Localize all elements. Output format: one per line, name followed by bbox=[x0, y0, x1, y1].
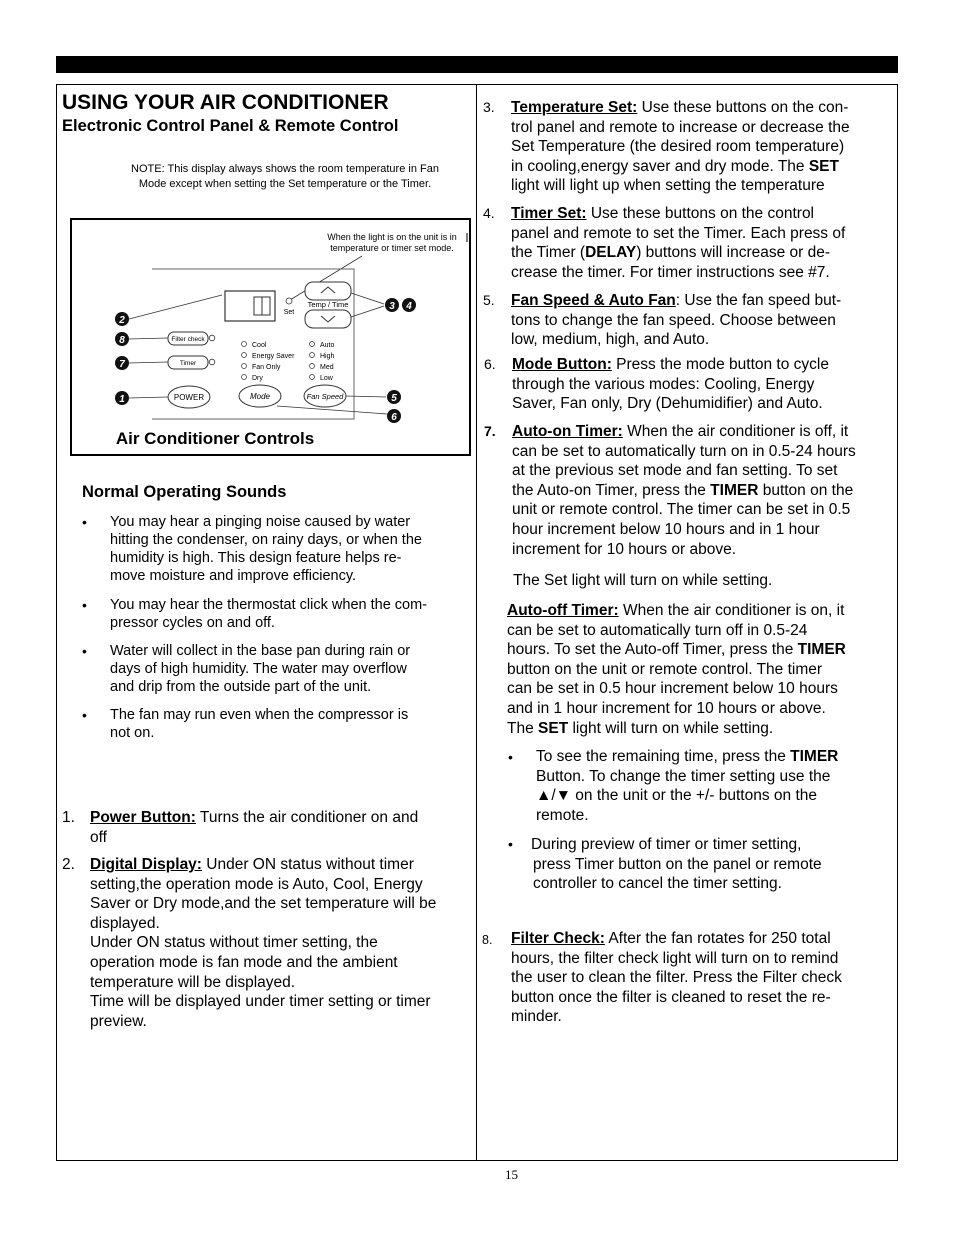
set-light-note: The Set light will turn on while setting. bbox=[513, 572, 773, 589]
leader-line bbox=[277, 406, 387, 414]
leader-line bbox=[129, 338, 168, 339]
text-line: You may hear a pinging noise caused by water bbox=[110, 514, 411, 530]
speed-light-icon bbox=[310, 364, 315, 369]
temp-down-button[interactable] bbox=[305, 310, 351, 328]
item-term: Auto-on Timer: bbox=[512, 423, 623, 440]
badge-text: 3 bbox=[389, 301, 395, 312]
text-fragment: Press the mode button to cycle bbox=[611, 356, 829, 373]
text-line: panel and remote to set the Timer. Each press of bbox=[511, 224, 846, 242]
speed-light-icon bbox=[310, 375, 315, 380]
badge-text: 6 bbox=[391, 412, 397, 423]
text-line bbox=[90, 808, 474, 828]
callout-text: When the light is on the unit is in bbox=[327, 232, 457, 242]
speed-label-auto: Auto bbox=[320, 342, 335, 349]
text-line: crease the timer. For timer instructions see #7. bbox=[511, 263, 830, 281]
text-line: controller to cancel the timer setting. bbox=[533, 875, 782, 893]
text-line: preview. bbox=[90, 1012, 147, 1030]
bullet-icon: • bbox=[508, 749, 513, 765]
text-line: setting,the operation mode is Auto, Cool, Energy bbox=[90, 875, 423, 893]
text-bold: SET bbox=[538, 719, 569, 737]
text-line: button on the unit or remote control. The timer bbox=[507, 660, 823, 678]
fan-speed-label: Fan Speed bbox=[306, 392, 344, 401]
text-line bbox=[512, 355, 896, 375]
text-line: You may hear the thermostat click when the com- bbox=[110, 597, 428, 613]
text-line: remote. bbox=[536, 806, 589, 824]
text-line bbox=[536, 747, 896, 767]
text-line: through the various modes: Cooling, Energy bbox=[512, 375, 815, 393]
text-line bbox=[90, 855, 476, 875]
sounds-title: Normal Operating Sounds bbox=[82, 483, 287, 501]
item-auto-on-timer bbox=[512, 422, 896, 559]
text-line: low, medium, high, and Auto. bbox=[511, 331, 710, 349]
text-line: the user to clean the filter. Press the Filter check bbox=[511, 969, 842, 987]
text-bold: TIMER bbox=[797, 641, 846, 659]
temp-time-label: Temp / Time bbox=[307, 300, 349, 309]
filter-light-icon bbox=[209, 335, 215, 341]
page-number: 15 bbox=[505, 1167, 518, 1182]
text-line: not on. bbox=[110, 725, 155, 741]
text-line: hitting the condenser, on rainy days, or when the bbox=[110, 532, 422, 548]
text-fragment: Use these buttons on the control bbox=[586, 205, 815, 222]
badge-text: 4 bbox=[406, 301, 412, 312]
badge-text: 7 bbox=[119, 359, 125, 370]
bullet-icon: • bbox=[82, 707, 87, 723]
mode-label: Mode bbox=[249, 392, 271, 401]
note-line: Mode except when setting the Set temperature or the Timer. bbox=[138, 178, 432, 190]
item-auto-off-timer bbox=[507, 601, 896, 738]
item-mode-button bbox=[512, 355, 896, 414]
leader-line bbox=[351, 293, 384, 304]
item-term: Filter Check: bbox=[511, 930, 605, 947]
text-fragment: the Auto-on Timer, press the bbox=[512, 481, 711, 499]
set-label: Set bbox=[283, 309, 295, 316]
item-term: Digital Display: bbox=[90, 856, 202, 873]
text-line: Saver, Fan only, Dry (Dehumidifier) and Auto. bbox=[512, 395, 823, 413]
badge-text: 5 bbox=[391, 393, 397, 404]
timer-bullet-remaining bbox=[536, 747, 896, 825]
sound-bullet-3 bbox=[110, 642, 410, 696]
bullet-icon: • bbox=[82, 514, 87, 530]
text-fragment: Under ON status without timer bbox=[201, 856, 414, 873]
text-line: light will light up when setting the temperature bbox=[511, 177, 825, 195]
item-number: 7. bbox=[484, 423, 496, 439]
text-line: can be set to automatically turn on in 0.5-24 hours bbox=[512, 442, 856, 460]
mode-light-icon bbox=[242, 375, 247, 380]
text-line: minder. bbox=[511, 1008, 562, 1026]
item-fan-speed bbox=[511, 291, 896, 350]
text-line: days of high humidity. The water may overflow bbox=[110, 661, 407, 677]
leader-line bbox=[129, 397, 168, 398]
sound-bullet-2 bbox=[110, 596, 427, 632]
speed-label-med: Med bbox=[320, 364, 334, 371]
text-bold: DELAY bbox=[585, 244, 637, 262]
item-term: Auto-off Timer: bbox=[507, 602, 619, 619]
item-timer-set bbox=[511, 204, 896, 282]
item-temperature-set bbox=[511, 98, 896, 196]
text-line: press Timer button on the panel or remote bbox=[533, 855, 822, 873]
text-line: button once the filter is cleaned to reset the re- bbox=[511, 988, 831, 1006]
text-fragment: in cooling,energy saver and dry mode. The bbox=[511, 157, 809, 175]
mode-label-fan-only: Fan Only bbox=[252, 364, 281, 371]
text-fragment: : Use the fan speed but- bbox=[675, 292, 842, 309]
speed-label-high: High bbox=[320, 353, 335, 360]
item-number: 8. bbox=[482, 933, 493, 947]
set-light-icon bbox=[286, 298, 292, 304]
item-power-button bbox=[90, 808, 474, 847]
digital-display bbox=[225, 291, 275, 321]
text-line: unit or remote control. The timer can be set in 0.5 bbox=[512, 501, 851, 519]
item-number: 6. bbox=[484, 356, 496, 372]
speed-light-icon bbox=[310, 353, 315, 358]
sound-bullet-4 bbox=[110, 706, 408, 742]
note-line: NOTE: This display always shows the room temperature in Fan bbox=[131, 163, 439, 175]
item-term: Fan Speed & Auto Fan bbox=[511, 292, 676, 309]
timer-bullet-cancel bbox=[531, 835, 896, 894]
callout-text: temperature or timer set mode. bbox=[330, 243, 454, 253]
mode-light-icon bbox=[242, 353, 247, 358]
text-fragment: The bbox=[507, 719, 539, 737]
text-line: Under ON status without timer setting, the bbox=[90, 934, 378, 952]
text-line bbox=[511, 291, 896, 311]
page-title: USING YOUR AIR CONDITIONER bbox=[62, 91, 389, 114]
bullet-icon: • bbox=[82, 643, 87, 659]
text-line: and in 1 hour increment for 10 hours or above. bbox=[507, 699, 826, 717]
text-line: Water will collect in the base pan during rain or bbox=[110, 643, 411, 659]
text-line: off bbox=[90, 828, 107, 846]
item-number: 5. bbox=[483, 292, 495, 308]
page-subtitle: Electronic Control Panel & Remote Control bbox=[62, 117, 399, 135]
control-panel-svg bbox=[72, 220, 469, 454]
text-line bbox=[511, 98, 896, 118]
text-line: trol panel and remote to increase or decrease the bbox=[511, 118, 850, 136]
item-term: Mode Button: bbox=[512, 356, 612, 373]
sound-bullet-1 bbox=[110, 513, 422, 585]
control-panel-illustration bbox=[70, 218, 471, 456]
speed-light-icon bbox=[310, 342, 315, 347]
text-line bbox=[512, 481, 896, 501]
mode-label-dry: Dry bbox=[252, 375, 263, 382]
text-line: displayed. bbox=[90, 914, 160, 932]
column-divider bbox=[476, 84, 477, 1160]
item-term: Timer Set: bbox=[511, 205, 587, 222]
mode-label-energy-saver: Energy Saver bbox=[252, 353, 295, 360]
leader-line bbox=[129, 295, 222, 319]
text-fragment: Use these buttons on the con- bbox=[637, 99, 849, 116]
item-term: Temperature Set: bbox=[511, 99, 638, 116]
leader-line bbox=[351, 306, 384, 317]
badge-text: 2 bbox=[119, 315, 125, 326]
item-digital-display bbox=[90, 855, 476, 1031]
text-line bbox=[511, 204, 896, 224]
text-bold: SET bbox=[808, 157, 839, 175]
text-fragment: When the air conditioner is on, it bbox=[618, 602, 845, 619]
text-fragment: hours. To set the Auto-off Timer, press the bbox=[507, 641, 798, 659]
text-line bbox=[507, 719, 896, 739]
text-fragment: the Timer ( bbox=[511, 244, 586, 262]
text-fragment: Turns the air conditioner on and bbox=[195, 809, 419, 826]
mode-light-icon bbox=[242, 364, 247, 369]
power-label: POWER bbox=[173, 393, 205, 402]
text-line: can be set in 0.5 hour increment below 10 hours bbox=[507, 680, 838, 698]
text-line: humidity is high. This design feature helps re- bbox=[110, 550, 402, 566]
timer-label: Timer bbox=[179, 360, 197, 367]
text-line bbox=[511, 157, 896, 177]
text-line: temperature will be displayed. bbox=[90, 973, 296, 991]
leader-line bbox=[129, 362, 168, 363]
speed-label-low: Low bbox=[320, 375, 333, 382]
text-line: Set Temperature (the desired room temperature) bbox=[511, 138, 845, 156]
mode-light-icon bbox=[242, 342, 247, 347]
panel-caption: Air Conditioner Controls bbox=[115, 429, 315, 448]
text-line: Saver or Dry mode,and the set temperature will be bbox=[90, 895, 437, 913]
leader-line bbox=[346, 396, 386, 397]
text-line bbox=[512, 422, 896, 442]
text-line: ▲/▼ on the unit or the +/- buttons on the bbox=[536, 787, 818, 805]
filter-check-label: Filter check bbox=[171, 336, 205, 343]
text-line: Button. To change the timer setting use the bbox=[536, 767, 831, 785]
text-bold: TIMER bbox=[790, 748, 839, 765]
temp-up-button[interactable] bbox=[305, 282, 351, 300]
text-line bbox=[511, 243, 896, 263]
badge-text: 8 bbox=[119, 335, 125, 346]
text-fragment: To see the remaining time, press the bbox=[536, 748, 791, 765]
text-fragment: After the fan rotates for 250 total bbox=[604, 930, 831, 947]
text-line: tons to change the fan speed. Choose between bbox=[511, 311, 836, 329]
text-line: hour increment below 10 hours and in 1 hour bbox=[512, 520, 820, 538]
text-line bbox=[507, 640, 896, 660]
display-note bbox=[100, 162, 470, 192]
text-line: at the previous set mode and fan setting. To set bbox=[512, 462, 838, 480]
text-line: Time will be displayed under timer setting or timer bbox=[90, 993, 431, 1011]
text-line: and drip from the outside part of the unit. bbox=[110, 679, 372, 695]
text-fragment: ) buttons will increase or de- bbox=[636, 244, 831, 262]
mode-label-cool: Cool bbox=[252, 342, 267, 349]
text-line: pressor cycles on and off. bbox=[110, 615, 275, 631]
item-number: 1. bbox=[62, 809, 75, 826]
text-line: The fan may run even when the compressor is bbox=[110, 707, 409, 723]
item-number: 2. bbox=[62, 856, 75, 873]
text-fragment: light will turn on while setting. bbox=[568, 719, 774, 737]
text-line bbox=[511, 929, 896, 949]
bullet-icon: • bbox=[82, 597, 87, 613]
badge-text: 1 bbox=[119, 394, 125, 405]
text-line: During preview of timer or timer setting, bbox=[531, 836, 802, 853]
item-filter-check bbox=[511, 929, 896, 1027]
item-term: Power Button: bbox=[90, 809, 196, 826]
text-line: hours, the filter check light will turn on to remind bbox=[511, 949, 839, 967]
header-bar bbox=[56, 56, 898, 73]
text-line bbox=[507, 601, 896, 621]
text-fragment: button on the bbox=[758, 481, 854, 499]
timer-light-icon bbox=[209, 359, 215, 365]
text-line: operation mode is fan mode and the ambient bbox=[90, 953, 398, 971]
item-number: 4. bbox=[483, 205, 495, 221]
text-line: increment for 10 hours or above. bbox=[512, 540, 737, 558]
text-line: can be set to automatically turn off in 0.5-24 bbox=[507, 621, 808, 639]
bullet-icon: • bbox=[508, 836, 513, 852]
text-fragment: When the air conditioner is off, it bbox=[622, 423, 849, 440]
item-number: 3. bbox=[483, 99, 495, 115]
text-bold: TIMER bbox=[710, 481, 759, 499]
text-line: move moisture and improve efficiency. bbox=[110, 568, 357, 584]
